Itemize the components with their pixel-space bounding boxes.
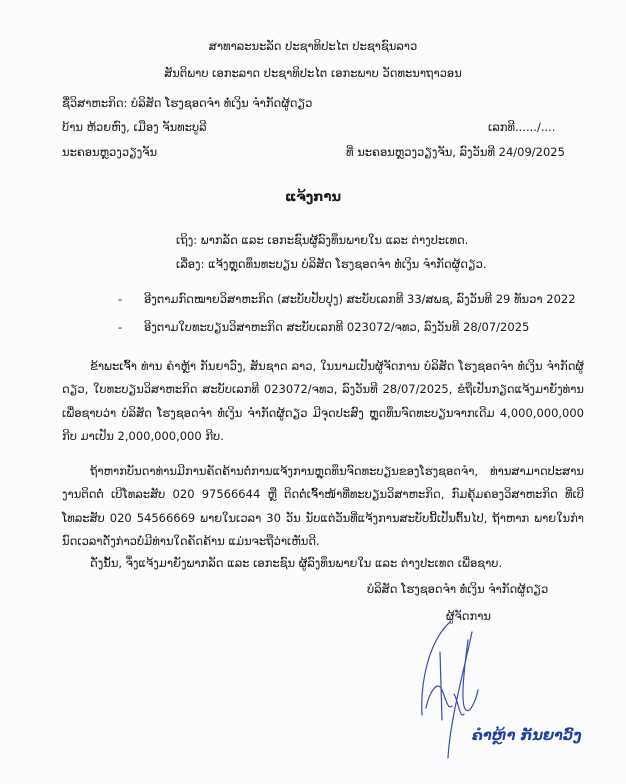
- body-paragraph-3: ດັ່ງນັ້ນ, ຈຶ່ງແຈ້ງມາຍັງພາກລັດ ແລະ ເອກະຊົນ ຜູ້ລົງທຶນພາຍໃນ ແລະ ຕ່າງປະເທດ ເພື່ອຊາບ.: [90, 556, 503, 570]
- notice-subject: ເລື່ອງ: ແຈ້ງຫຼຸດທຶນທະບຽນ ບໍລິສັດ ໂຮງຊອດຈໍາ ທໍ່ເງິນ ຈໍາກັດຜູ້ດຽວ.: [176, 257, 487, 271]
- notice-title: ແຈ້ງການ: [285, 190, 341, 205]
- header-country: ສາທາລະນະລັດ ປະຊາທິປະໄຕ ປະຊາຊົນລາວ: [208, 39, 418, 53]
- body-paragraph-2: ຖ້າຫາກບັນດາທ່ານມີການຄັດຄ້ານຕໍ່ການແຈ້ງການຫຼຸດທຶນຈົດທະບຽນຂອງໂຮງຊອດຈໍາ, ທ່ານສາມາດປະສານງານຕິດຕໍ່ ເບີໂທລະສັບ 020 97566644 ຫຼື ຕິດຕໍ່ເຈົ້າໜ້າທີ່ທະບຽນວິສາຫະກິດ, ກົມຄຸ້ມຄອງວິສາຫະກິດ ທີ່ເບີໂທລະສັບ 020 54566669 ພາຍໃນເວລາ 30 ວັນ ນັບແຕ່ວັນທີ່ແຈ້ງການສະບັບນີ້ເປັນຕົ້ນໄປ, ຖ້າຫາກ ພາຍໃນກໍານົດເວລາດັ່ງກ່າວບໍ່ມີທ່ານໃດຄັດຄ້ານ ແມ່ນຈະຖືວ່າເຫັນດີ.: [62, 464, 584, 548]
- company-city: ນະຄອນຫຼວງວຽງຈັນ: [62, 145, 158, 159]
- reference-number: ເລກທີ....../....: [488, 120, 556, 134]
- signature-company: ບໍລິສັດ ໂຮງຊອດຈໍາ ທໍ່ເງິນ ຈໍາກັດຜູ້ດຽວ: [367, 582, 549, 596]
- bullet-dash: -: [118, 320, 123, 334]
- header-motto: ສັນຕິພາບ ເອກະລາດ ປະຊາທິປະໄຕ ເອກະພາບ ວັດທະນາຖາວອນ: [164, 66, 462, 80]
- body-paragraph-1: ຂ້າພະເຈົ້າ ທ່ານ ຄໍາຫຼ້າ ກັນຍາວົງ, ສັນຊາດ ລາວ, ໃນນາມເປັນຜູ້ຈັດການ ບໍລິສັດ ໂຮງຊອດຈໍາ ທໍ່ເງິນ ຈໍາກັດຜູ້ດຽວ, ໃບທະບຽນວິສາຫະກິດ ສະບັບເລກທີ 023072/ຈທວ, ລົງວັນທີ 28/07/2025, ຂໍຖືເປັນກຽດແຈ້ງມາຍັງທ່ານ ເພື່ອຊາບວ່າ ບໍລິສັດ ໂຮງຊອດຈໍາ ທໍ່ເງິນ ຈໍາກັດຜູ້ດຽວ ມີຈຸດປະສົງ ຫຼຸດທຶນຈົດທະບຽນຈາກເດີມ 4,000,000,000 ກີບ ມາເປັນ 2,000,000,000 ກີບ.: [62, 359, 584, 443]
- reference-text: ອີງຕາມກົດໝາຍວິສາຫະກິດ (ສະບັບປັບປຸງ) ສະບັບເລກທີ 33/ສພຊ, ລົງວັນທີ 29 ທັນວາ 2022: [144, 292, 576, 306]
- company-address: ບ້ານ ຫ້ວຍຫົງ, ເມືອງ ຈັນທະບູລີ: [62, 120, 207, 134]
- notice-recipient: ເຖິງ: ພາກລັດ ແລະ ເອກະຊົນຜູ້ລົງທຶນພາຍໃນ ແລະ ຕ່າງປະເທດ.: [176, 233, 469, 247]
- place-date: ທີ່ ນະຄອນຫຼວງວຽງຈັນ, ລົງວັນທີ 24/09/2025: [346, 145, 565, 159]
- bullet-dash: -: [118, 292, 123, 306]
- reference-text: ອີງຕາມໃບທະບຽນວິສາຫະກິດ ສະບັບເລກທີ 023072/ຈທວ, ລົງວັນທີ 28/07/2025: [144, 320, 530, 334]
- company-name: ຊື່ວິສາຫະກິດ: ບໍລິສັດ ໂຮງຊອດຈໍາ ທໍ່ເງິນ ຈໍາກັດຜູ້ດຽວ: [62, 96, 313, 110]
- signer-name: ຄໍາຫຼ້າ ກັນຍາວົງ: [472, 728, 582, 744]
- signature-role: ຜູ້ຈັດການ: [446, 609, 491, 623]
